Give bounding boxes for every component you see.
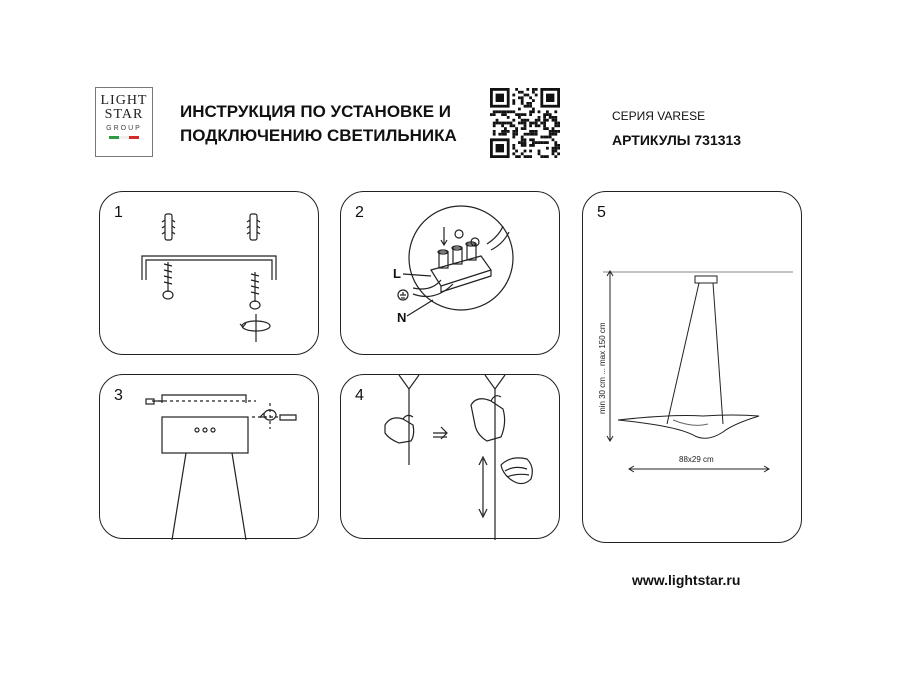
cable-right [713,283,723,424]
wall-plug-left-icon [162,214,175,240]
series-label: СЕРИЯ VARESE [612,109,706,123]
italy-flag-icon [109,136,139,139]
step-5-panel [582,191,802,543]
canopy-icon [695,276,717,283]
logo-text-group: GROUP [106,125,142,132]
step-3-number: 3 [114,387,123,404]
wiring-illustration [341,192,561,356]
step-5-number: 5 [597,204,606,221]
step-1-panel [99,191,319,355]
canopy-body-icon [162,417,248,453]
step-3-panel [99,374,319,539]
gripper-right-icon [485,375,505,389]
wall-plug-right-icon [247,214,260,240]
step-1-number: 1 [114,204,123,221]
article-label: АРТИКУЛЫ 731313 [612,132,742,148]
rotate-arrow-icon [240,314,270,342]
dimensions-illustration [583,192,803,544]
wire-l [413,280,441,289]
step-2-number: 2 [355,204,364,221]
canopy-mounting-illustration [100,375,320,540]
title-line-1: ИНСТРУКЦИЯ ПО УСТАНОВКЕ И [180,102,451,121]
document-title [180,100,457,148]
mounting-hardware-illustration [100,192,320,356]
product-info [612,104,741,152]
neutral-wire-label: N [397,310,407,325]
logo-text-light: LIGHT [100,93,148,108]
gripper-left-icon [399,375,419,389]
side-screw-right-icon [280,415,296,420]
logo-text-star: STAR [104,107,144,122]
step-4-number: 4 [355,387,364,404]
cable-left [172,453,186,540]
lamp-shade-icon [618,415,759,438]
screw-left-icon [163,262,173,299]
website-url: www.lightstar.ru [632,572,741,588]
screw-right-icon [250,272,260,309]
step-4-panel [340,374,560,539]
height-range-label: min 30 cm ... max 150 cm [598,322,607,414]
title-line-2: ПОДКЛЮЧЕНИЮ СВЕТИЛЬНИКА [180,126,457,145]
height-adjustment-illustration [341,375,561,540]
width-size-label: 88x29 cm [679,455,714,464]
bracket-icon [162,395,246,403]
cable-left [667,283,699,424]
cable-right [232,453,246,540]
live-wire-label: L [393,266,401,281]
terminal-zoom-circle [409,206,513,310]
brand-logo [95,87,153,157]
hand-right-icon [471,399,505,441]
qr-code-icon [490,88,560,158]
step-2-panel [340,191,560,355]
